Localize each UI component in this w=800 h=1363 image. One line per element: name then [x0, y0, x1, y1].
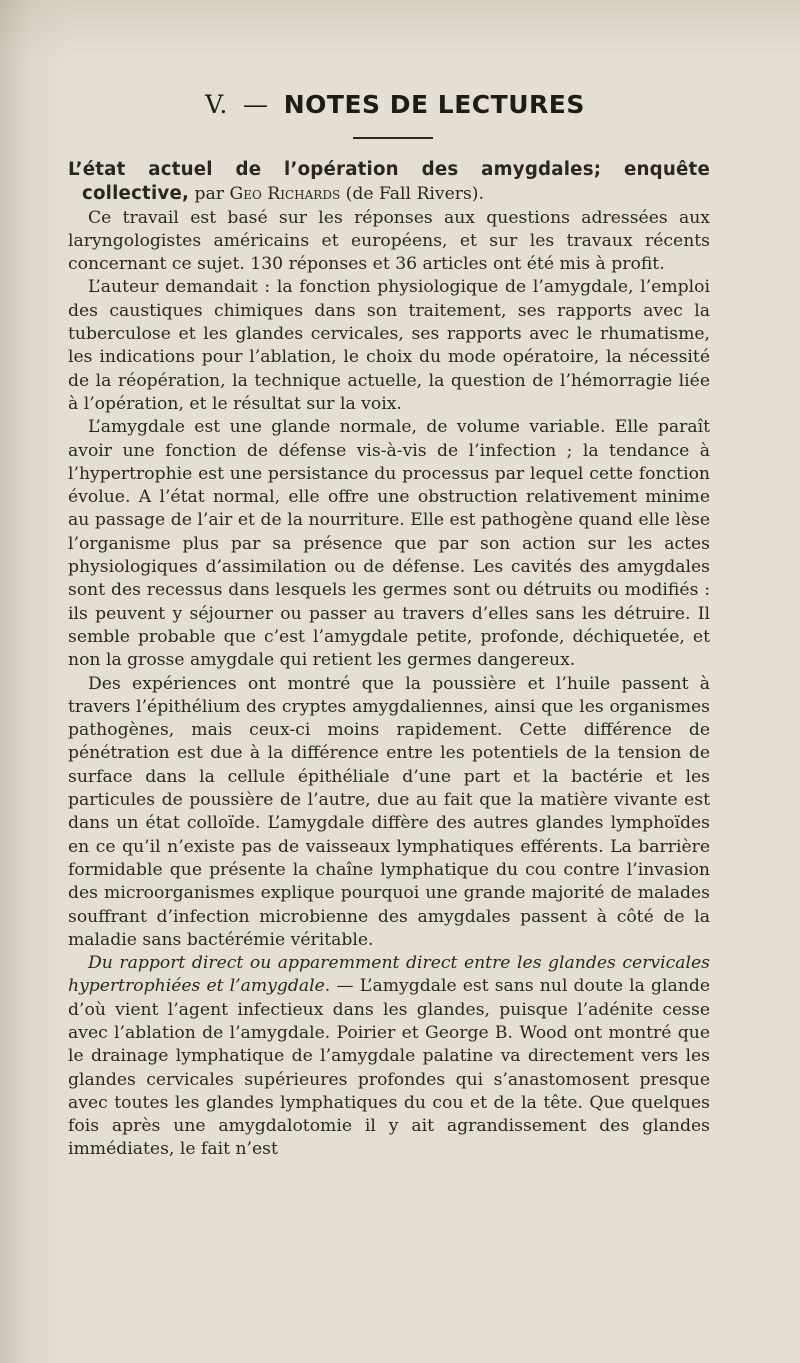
paragraph: L’amygdale est une glande normale, de volume variable. Elle paraît avoir une fonction de défense vis-à-vis de l’infection ; la tendance à l’hypertrophie est une persistance du processus par lequel cette fonction évolue. A l’état normal, elle offre une obstruction relativement minime au passage de l’air et de la nourriture. Elle est pathogène quand elle lèse l’organisme plus par sa présence que par son action sur les actes physiologiques d’assimilation ou de défense. Les cavités des amygdales sont des recessus dans lesquels les germes sont ou détruits ou modifiés : ils peuvent y séjourner ou passer au travers d’elles sans les détruire. Il semble probable que c’est l’amygdale petite, profonde, déchiquetée, et non la grosse amygdale qui retient les germes dangereux. — [68, 417, 710, 671]
section-title: NOTES DE LECTURES — [283, 90, 585, 119]
article-header — [68, 158, 710, 207]
section-number: V. — [205, 90, 228, 119]
article-body — [68, 158, 710, 1162]
article-by: par — [189, 184, 230, 205]
paragraph-text: — L’amygdale est sans nul doute la glande d’où vient l’agent infectieux dans les glandes, puisque l’adénite cesse avec l’ablation de l’amygdale. Poirier et George B. Wood ont montré que le drainage lymphatique de l’amygdale palatine va directement vers les glandes cervicales supérieures profondes qui s’anastomosent presque avec toutes les glandes lymphatiques du cou et de la tête. Que quelques fois après une amygdalotomie il y ait agrandissement des glandes immédiates, le fait n’est — [68, 976, 711, 1160]
paragraph: L’auteur demandait : la fonction physiologique de l’amygdale, l’emploi des caustiques chimiques dans son traitement, ses rapports avec la tuberculose et les glandes cervicales, ses rapports avec le rhumatisme, les indications pour l’ablation, le choix du mode opératoire, la nécessité de la réopération, la technique actuelle, la question de l’hémorragie liée à l’opération, et le résultat sur la voix. — [68, 277, 710, 414]
paragraph-italic-heading: Du rapport direct ou apparemment direct entre les glandes cervicales hypertrophiées et l’amygdale. — [68, 953, 710, 997]
section-heading — [0, 90, 790, 119]
section-dash: — — [243, 90, 269, 119]
article-title: L’état actuel de l’opération des amygdales; enquête collective, — [68, 159, 710, 205]
paragraph: Ce travail est basé sur les réponses aux questions adressées aux laryngologistes américains et européens, et sur les travaux récents concernant ce sujet. 130 réponses et 36 articles ont été mis à profit. — [68, 207, 710, 275]
heading-rule — [353, 137, 433, 139]
article-affiliation: (de Fall Rivers). — [340, 184, 484, 205]
paragraph: Des expériences ont montré que la poussière et l’huile passent à travers l’épithélium des cryptes amygdaliennes, ainsi que les organismes pathogènes, mais ceux-ci moins rapidement. Cette différence de pénétration est due à la différence entre les potentiels de la tension de surface dans la cellule épithéliale d’une part et la bactérie et les particules de poussière de l’autre, due au fait que la matière vivante est dans un état colloïde. L’amygdale diffère des autres glandes lymphoïdes en ce qu’il n’existe pas de vaisseaux lymphatiques efférents. La barrière formidable que présente la chaîne lymphatique du cou contre l’invasion des microorganismes explique pourquoi une grande majorité de malades souffrant d’infection microbienne des amygdales passent à côté de la maladie sans bactérémie véritable. — [68, 673, 710, 950]
paragraph — [68, 952, 710, 1162]
article-author: Geo Richards — [229, 184, 341, 205]
